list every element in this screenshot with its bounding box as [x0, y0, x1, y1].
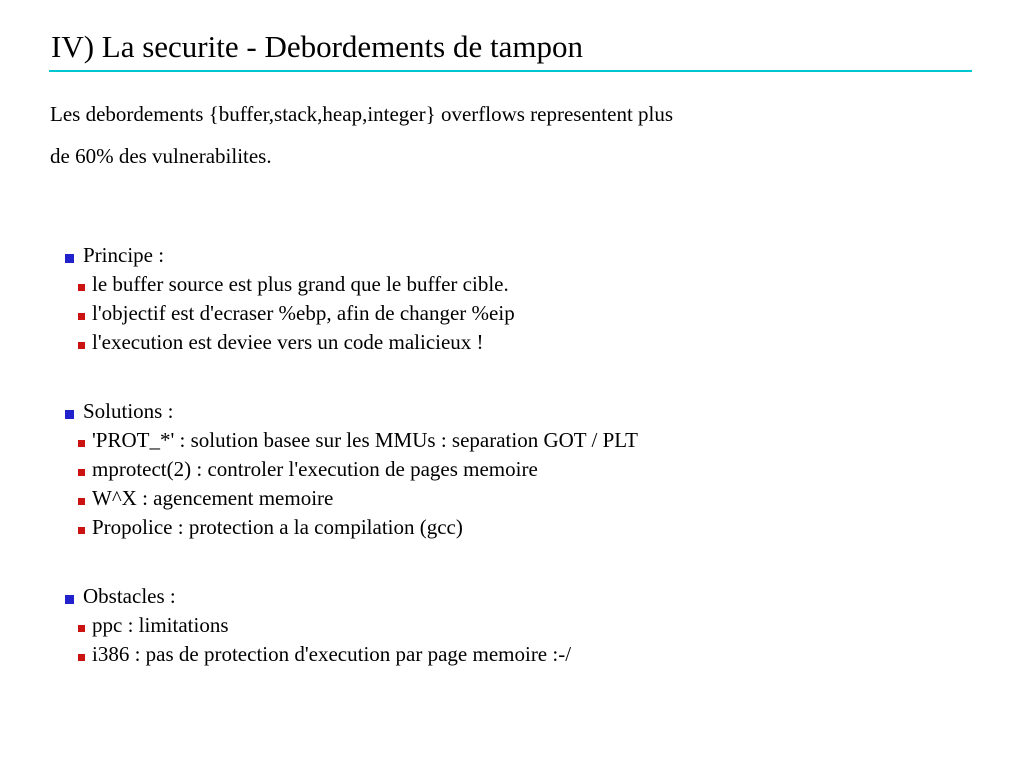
list-item: l'execution est deviee vers un code malicieux !	[50, 328, 1000, 357]
list-item: i386 : pas de protection d'execution par page memoire :-/	[50, 640, 1000, 669]
bullet-group-solutions	[50, 397, 1000, 542]
group-label: Solutions :	[50, 397, 1000, 426]
list-item: 'PROT_*' : solution basee sur les MMUs : separation GOT / PLT	[50, 426, 1000, 455]
list-item: Propolice : protection a la compilation (gcc)	[50, 513, 1000, 542]
list-item: mprotect(2) : controler l'execution de pages memoire	[50, 455, 1000, 484]
group-label: Principe :	[50, 241, 1000, 270]
list-item: W^X : agencement memoire	[50, 484, 1000, 513]
list-item: l'objectif est d'ecraser %ebp, afin de changer %eip	[50, 299, 1000, 328]
intro-line-2: de 60% des vulnerabilites.	[50, 144, 272, 168]
intro-paragraph	[50, 93, 673, 177]
list-item: ppc : limitations	[50, 611, 1000, 640]
bullet-groups	[50, 241, 1000, 669]
title-underline-rule	[49, 70, 972, 72]
bullet-group-obstacles	[50, 582, 1000, 669]
group-label: Obstacles :	[50, 582, 1000, 611]
intro-line-1: Les debordements {buffer,stack,heap,integer} overflows representent plus	[50, 102, 674, 126]
list-item: le buffer source est plus grand que le buffer cible.	[50, 270, 1000, 299]
slide-title: IV) La securite - Debordements de tampon	[51, 29, 583, 64]
bullet-group-principe	[50, 241, 1000, 357]
